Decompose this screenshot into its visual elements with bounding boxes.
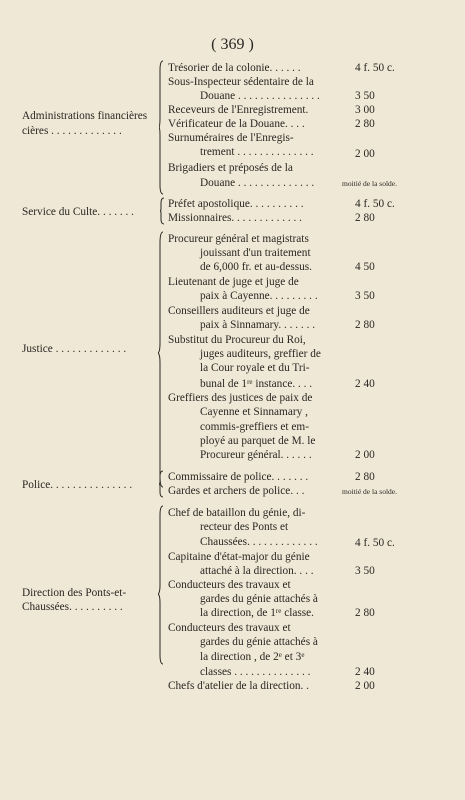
- entry-procureur-general: Procureur général et magistrats: [168, 233, 309, 245]
- category-culte: Service du Culte. . . . . . .: [22, 206, 135, 218]
- entry-greffiers-cont1: Cayenne et Sinnamary ,: [200, 406, 308, 418]
- entry-conseillers-cont: paix à Sinnamary. . . . . . .: [200, 319, 316, 331]
- salary-chef-bataillon: 4 f. 50 c.: [355, 537, 395, 549]
- entry-conducteurs-2-cont2: la direction , de 2e et 3e: [200, 651, 305, 663]
- salary-verificateur: 2 80: [355, 118, 375, 130]
- entry-surnumeraires-cont: trement . . . . . . . . . . . . . .: [200, 146, 314, 158]
- entry-greffiers-cont2: commis-greffiers et em-: [200, 421, 309, 433]
- salary-chefs-atelier: 2 00: [355, 680, 375, 692]
- entry-sous-inspecteur: Sous-Inspecteur sédentaire de la: [168, 76, 314, 88]
- entry-surnumeraires: Surnuméraires de l'Enregis-: [168, 132, 294, 144]
- salary-lieutenant-juge: 3 50: [355, 290, 375, 302]
- entry-receveurs: Receveurs de l'Enregistrement.: [168, 104, 309, 116]
- entry-capitaine: Capitaine d'état-major du génie: [168, 551, 310, 563]
- entry-conducteurs-1: Conducteurs des travaux et: [168, 579, 291, 591]
- entry-conducteurs-2-cont1: gardes du génie attachés à: [200, 636, 318, 648]
- salary-sous-inspecteur: 3 50: [355, 90, 375, 102]
- entry-tresorier: Trésorier de la colonie. . . . . .: [168, 62, 301, 74]
- salary-missionnaires: 2 80: [355, 212, 375, 224]
- entry-conducteurs-2-cont3: classes . . . . . . . . . . . . . .: [200, 666, 311, 678]
- category-administrations-line1: Administrations financières: [22, 110, 148, 122]
- salary-commissaire: 2 80: [355, 471, 375, 483]
- entry-procureur-general-cont1: jouissant d'un traitement: [200, 247, 311, 259]
- salary-conseillers: 2 80: [355, 319, 375, 331]
- page-number: ( 369 ): [211, 36, 254, 53]
- entry-gardes-archers: Gardes et archers de police. . .: [168, 485, 305, 497]
- entry-brigadiers-cont: Douane . . . . . . . . . . . . . .: [200, 177, 315, 189]
- brace-culte: [160, 197, 165, 225]
- entry-missionnaires: Missionnaires. . . . . . . . . . . . .: [168, 212, 302, 224]
- note-gardes-archers: moitié de la solde.: [342, 487, 397, 496]
- entry-chef-bataillon: Chef de bataillon du génie, di-: [168, 507, 306, 519]
- entry-chef-bataillon-cont1: recteur des Ponts et: [200, 521, 289, 533]
- salary-conducteurs-1: 2 80: [355, 607, 375, 619]
- entry-capitaine-cont: attaché à la direction. . . .: [200, 565, 314, 577]
- salary-receveurs: 3 00: [355, 104, 375, 116]
- category-justice: Justice . . . . . . . . . . . . .: [22, 343, 127, 355]
- entry-procureur-general-cont2: de 6,000 fr. et au-dessus.: [200, 261, 313, 273]
- salary-substitut: 2 40: [355, 378, 375, 390]
- category-ponts-line2: Chaussées. . . . . . . . . .: [22, 601, 123, 613]
- salary-procureur-general: 4 50: [355, 261, 375, 273]
- entry-brigadiers: Brigadiers et préposés de la: [168, 162, 293, 174]
- entry-conducteurs-2: Conducteurs des travaux et: [168, 622, 291, 634]
- entry-conseillers: Conseillers auditeurs et juge de: [168, 305, 310, 317]
- entry-greffiers-cont4: Procureur général. . . . . .: [200, 449, 312, 461]
- entry-substitut: Substitut du Procureur du Roi,: [168, 334, 306, 346]
- entry-verificateur: Vérificateur de la Douane. . . .: [168, 118, 305, 130]
- entry-commissaire: Commissaire de police. . . . . . .: [168, 471, 309, 483]
- entry-lieutenant-juge: Lieutenant de juge et juge de: [168, 276, 299, 288]
- salary-capitaine: 3 50: [355, 565, 375, 577]
- entry-greffiers-cont3: ployé au parquet de M. le: [200, 435, 316, 447]
- category-ponts-line1: Direction des Ponts-et-: [22, 587, 127, 599]
- entry-prefet: Préfet apostolique. . . . . . . . . .: [168, 198, 304, 210]
- category-police: Police. . . . . . . . . . . . . . .: [22, 479, 133, 491]
- brace-ponts: [158, 505, 163, 665]
- salary-conducteurs-2: 2 40: [355, 666, 375, 678]
- brace-justice: [158, 231, 163, 488]
- entry-lieutenant-juge-cont: paix à Cayenne. . . . . . . . .: [200, 290, 318, 302]
- entry-greffiers: Greffiers des justices de paix de: [168, 392, 313, 404]
- entry-conducteurs-1-cont2: la direction, de 1re classe.: [200, 607, 314, 619]
- entry-chef-bataillon-cont2: Chaussées. . . . . . . . . . . . .: [200, 536, 318, 548]
- salary-greffiers: 2 00: [355, 449, 375, 461]
- salary-surnumeraires: 2 00: [355, 148, 375, 160]
- entry-sous-inspecteur-cont: Douane . . . . . . . . . . . . . . .: [200, 90, 320, 102]
- entry-substitut-cont1: juges auditeurs, greffier de: [200, 348, 321, 360]
- brace-administrations: [159, 60, 164, 195]
- category-administrations-line2: cières . . . . . . . . . . . . .: [22, 125, 122, 137]
- entry-substitut-cont3: bunal de 1re instance. . . .: [200, 378, 313, 390]
- entry-chefs-atelier: Chefs d'atelier de la direction. .: [168, 680, 309, 692]
- salary-tresorier: 4 f. 50 c.: [355, 62, 395, 74]
- salary-prefet: 4 f. 50 c.: [355, 198, 395, 210]
- entry-conducteurs-1-cont1: gardes du génie attachés à: [200, 593, 318, 605]
- entry-substitut-cont2: la Cour royale et du Tri-: [200, 362, 310, 374]
- brace-police: [159, 470, 164, 498]
- note-brigadiers: moitié de la solde.: [342, 179, 397, 188]
